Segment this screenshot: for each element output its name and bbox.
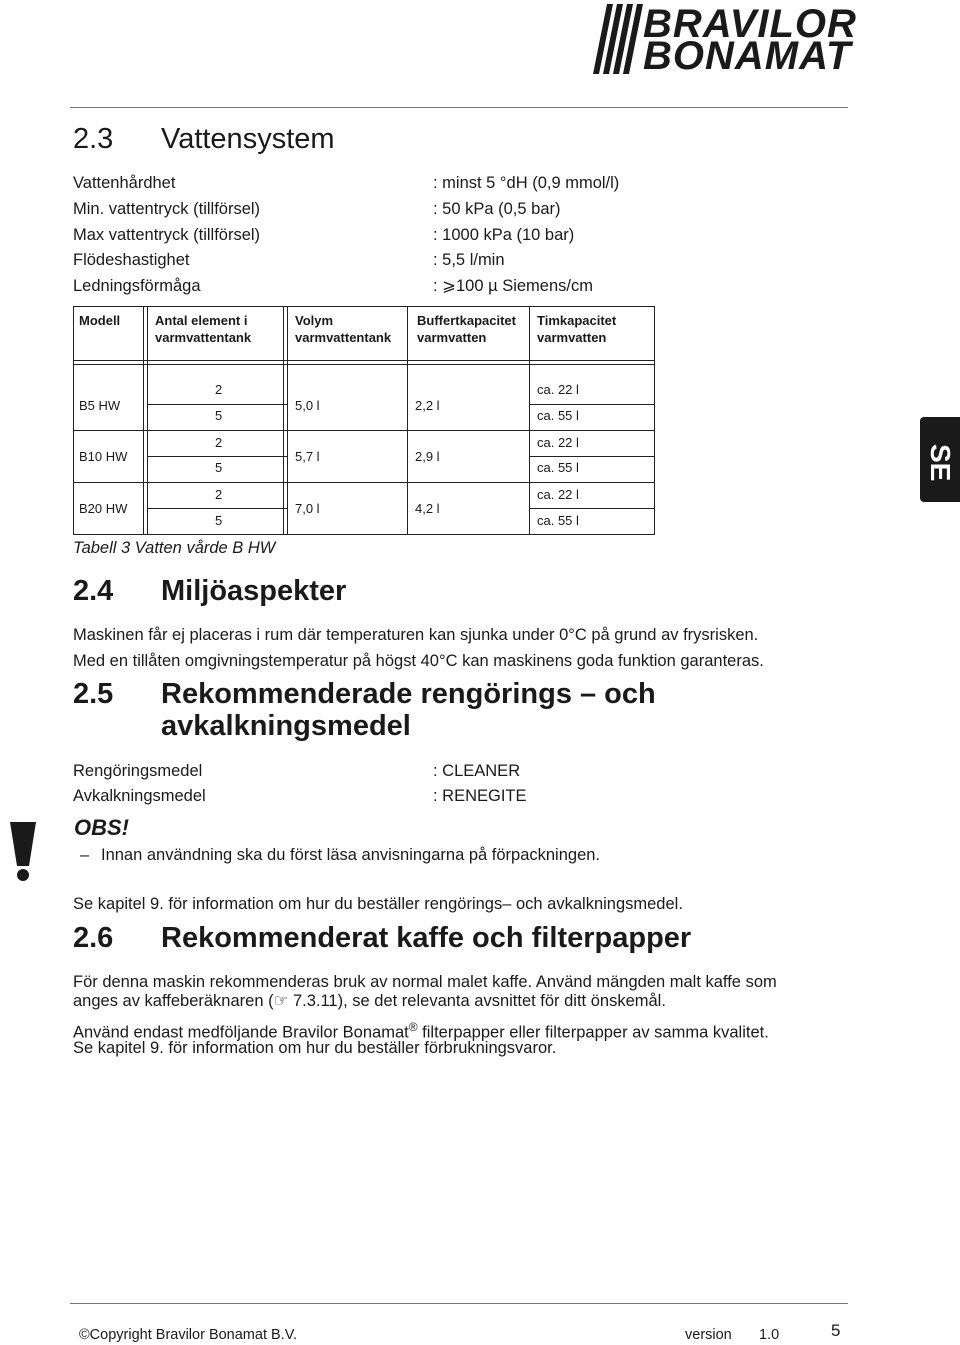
spec-label: Min. vattentryck (tillförsel) [73, 200, 261, 218]
hourly-cell: ca. 55 l [537, 408, 579, 423]
paragraph-text: filterpapper eller filterpapper av samma kvalitet. [417, 1023, 769, 1042]
hourly-cell: ca. 55 l [537, 460, 579, 475]
volume-cell: 5,7 l [295, 449, 320, 464]
col-header-model: Modell [79, 313, 121, 328]
paragraph-line: För denna maskin rekommenderas bruk av normal malet kaffe. Använd mängden malt kaffe som [73, 973, 777, 991]
table-caption: Tabell 3 Vatten vårde B HW [73, 539, 276, 557]
version-value: 1.0 [759, 1327, 780, 1343]
model-cell: B20 HW [79, 501, 128, 516]
table-header-rule [73, 364, 655, 365]
volume-cell: 7,0 l [295, 501, 320, 516]
table-subrow-rule [147, 404, 287, 405]
registered-mark: ® [408, 1020, 418, 1034]
buffer-cell: 2,2 l [415, 398, 440, 413]
footer-divider [70, 1303, 848, 1304]
volume-cell: 5,0 l [295, 398, 320, 413]
agent-value: : RENEGITE [433, 787, 527, 805]
spec-label: Ledningsförmåga [73, 277, 201, 295]
paragraph-line: anges av kaffeberäknaren (☞ 7.3.11), se det relevanta avsnittet för ditt önskemål. [73, 992, 666, 1010]
spec-value: : 50 kPa (0,5 bar) [433, 200, 561, 218]
section-number: 2.5 [73, 678, 114, 710]
section-heading-2-4 [73, 574, 673, 608]
paragraph: Med en tillåten omgivningstemperatur på högst 40°C kan maskinens goda funktion garanteras. [73, 652, 764, 670]
buffer-cell: 2,9 l [415, 449, 440, 464]
table-subrow-rule [147, 456, 287, 457]
table-bottom-border [73, 534, 655, 535]
table-divider [529, 306, 530, 535]
agent-value: : CLEANER [433, 762, 521, 780]
col-header-volume: Volym varmvattentank [295, 313, 392, 345]
water-spec-table [73, 306, 655, 537]
hourly-cell: ca. 22 l [537, 382, 579, 397]
section-title: Rekommenderat kaffe och filterpapper [161, 922, 692, 954]
table-divider [147, 306, 148, 535]
spec-label: Vattenhårdhet [73, 174, 176, 192]
section-title: Vattensystem [161, 123, 335, 155]
spec-value: : ⩾100 µ Siemens/cm [433, 277, 593, 295]
table-top-border [73, 306, 655, 307]
obs-dash: – [80, 846, 90, 864]
section-heading-2-3 [73, 122, 673, 156]
table-divider [283, 306, 284, 535]
col-header-elements: Antal element i varmvattentank [155, 313, 252, 345]
section-heading-2-5 [73, 677, 773, 747]
model-cell: B10 HW [79, 449, 128, 464]
section-heading-2-6 [73, 921, 773, 955]
table-divider [407, 306, 408, 535]
table-subrow-rule [529, 456, 655, 457]
table-header-rule [73, 360, 655, 361]
hourly-cell: ca. 22 l [537, 487, 579, 502]
header-divider [70, 107, 848, 108]
table-subrow-rule [529, 404, 655, 405]
obs-label: OBS! [74, 815, 129, 840]
col-header-hourly: Timkapacitet varmvatten [537, 313, 617, 345]
elements-cell: 5 [215, 408, 223, 423]
table-subrow-rule [529, 508, 655, 509]
spec-label: Max vattentryck (tillförsel) [73, 226, 261, 244]
hourly-cell: ca. 22 l [537, 435, 579, 450]
brand-logo [583, 2, 857, 78]
language-tab [920, 417, 960, 502]
section-number: 2.3 [73, 123, 114, 155]
elements-cell: 5 [215, 460, 223, 475]
table-divider [143, 306, 144, 535]
elements-cell: 2 [215, 382, 223, 397]
logo-stripes-icon [583, 4, 643, 76]
agent-label: Rengöringsmedel [73, 762, 203, 780]
table-divider [287, 306, 288, 535]
section-title-line2: avkalkningsmedel [161, 710, 411, 742]
warning-icon [2, 822, 44, 882]
section-number: 2.4 [73, 575, 114, 607]
section-title-line1: Rekommenderade rengörings – och [161, 678, 656, 710]
table-left-border [73, 306, 74, 535]
table-right-border [654, 306, 655, 535]
paragraph-line: Se kapitel 9. för information om hur du beställer förbrukningsvaror. [73, 1039, 557, 1057]
col-header-buffer: Buffertkapacitet varmvatten [417, 313, 516, 345]
table-row-rule [73, 482, 655, 483]
section-title: Miljöaspekter [161, 575, 347, 607]
obs-note: Innan användning ska du först läsa anvisningarna på förpackningen. [101, 846, 601, 864]
brand-line1: BRAVILOR [643, 2, 857, 46]
language-tab-label: SE [925, 444, 956, 482]
spec-label: Flödeshastighet [73, 251, 190, 269]
table-row-rule [73, 430, 655, 431]
table-subrow-rule [147, 508, 287, 509]
paragraph: Se kapitel 9. för information om hur du beställer rengörings– och avkalkningsmedel. [73, 895, 683, 913]
copyright: ©Copyright Bravilor Bonamat B.V. [79, 1327, 298, 1343]
spec-value: : minst 5 °dH (0,9 mmol/l) [433, 174, 620, 192]
elements-cell: 2 [215, 435, 223, 450]
page-number: 5 [831, 1321, 841, 1340]
spec-value: : 5,5 l/min [433, 251, 505, 269]
elements-cell: 2 [215, 487, 223, 502]
agent-label: Avkalkningsmedel [73, 787, 206, 805]
hourly-cell: ca. 55 l [537, 513, 579, 528]
section-number: 2.6 [73, 922, 114, 954]
elements-cell: 5 [215, 513, 223, 528]
paragraph: Maskinen får ej placeras i rum där temperaturen kan sjunka under 0°C på grund av frysrisken. [73, 626, 759, 644]
spec-value: : 1000 kPa (10 bar) [433, 226, 575, 244]
buffer-cell: 4,2 l [415, 501, 440, 516]
brand-line2: BONAMAT [643, 34, 852, 78]
paragraph-text: Använd endast medföljande Bravilor Bonamat [73, 1023, 409, 1042]
version-label: version [685, 1327, 732, 1343]
model-cell: B5 HW [79, 398, 121, 413]
